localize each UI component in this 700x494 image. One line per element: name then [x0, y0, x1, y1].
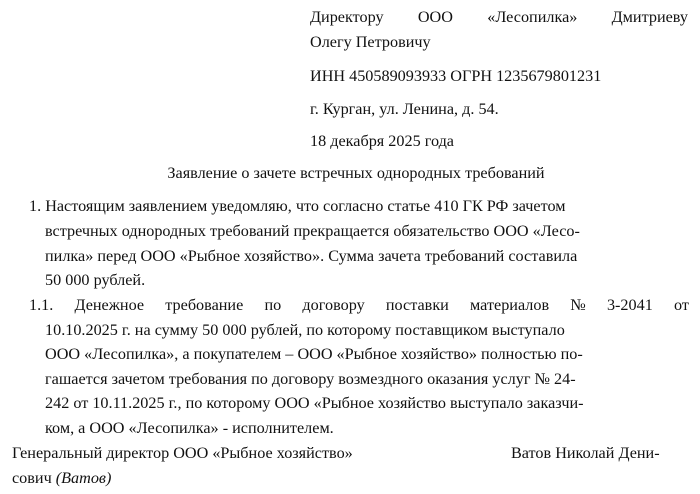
p11-word: № — [570, 296, 586, 314]
p11-word: 3-2041 — [606, 296, 653, 314]
signature-name-part2: сович — [12, 469, 52, 487]
addressee-line-2: Олегу Петровичу — [310, 33, 431, 51]
p11-word: поставки — [385, 296, 449, 314]
address: г. Курган, ул. Ленина, д. 54. — [310, 100, 499, 118]
addressee-word: «Лесопилка» — [487, 8, 578, 26]
p1-line-3: пилка» перед ООО «Рыбное хозяйство». Сумма зачета требований составила — [45, 247, 578, 265]
p11-word: 1.1. — [29, 296, 54, 314]
signature-name-line — [12, 468, 111, 488]
p11-word: по — [264, 296, 282, 314]
p1-line-4: 50 000 рублей. — [45, 271, 146, 289]
signature-handwritten: (Ватов) — [55, 469, 112, 487]
addressee-line-1 — [310, 7, 688, 27]
p11-word: от — [673, 296, 689, 314]
document-title: Заявление о зачете встречных однородных требований — [167, 164, 545, 182]
p1-line-1: 1. Настоящим заявлением уведомляю, что согласно статье 410 ГК РФ зачетом — [29, 197, 566, 215]
p11-line-4: гашается зачетом требования по договору возмездного оказания услуг № 24- — [45, 370, 576, 388]
addressee-word: Дмитриеву — [611, 8, 688, 26]
signature-name-part1: Ватов Николай Дени- — [511, 444, 660, 462]
inn-ogrn: ИНН 450589093933 ОГРН 1235679801231 — [310, 67, 602, 85]
p11-line-6: ком, а ООО «Лесопилка» - исполнителем. — [45, 419, 334, 437]
p1-line-2: встречных однородных требований прекращается обязательство ООО «Лесо- — [45, 222, 580, 240]
p11-line-2: 10.10.2025 г. на сумму 50 000 рублей, по которому поставщиком выступало — [45, 321, 565, 339]
date: 18 декабря 2025 года — [310, 132, 454, 150]
p11-word: договору — [302, 296, 365, 314]
p11-word: материалов — [470, 296, 550, 314]
p11-line-3: ООО «Лесопилка», а покупателем – ООО «Рыбное хозяйство» полностью по- — [45, 345, 583, 363]
signature-position: Генеральный директор ООО «Рыбное хозяйство» — [12, 444, 353, 462]
p11-word: требование — [165, 296, 244, 314]
p11-word: Денежное — [74, 296, 145, 314]
addressee-word: Директору — [310, 8, 384, 26]
p11-line-1 — [29, 295, 689, 315]
addressee-word: ООО — [417, 8, 453, 26]
p11-line-5: 242 от 10.11.2025 г., по которому ООО «Рыбное хозяйство выступало заказчи- — [45, 394, 584, 412]
